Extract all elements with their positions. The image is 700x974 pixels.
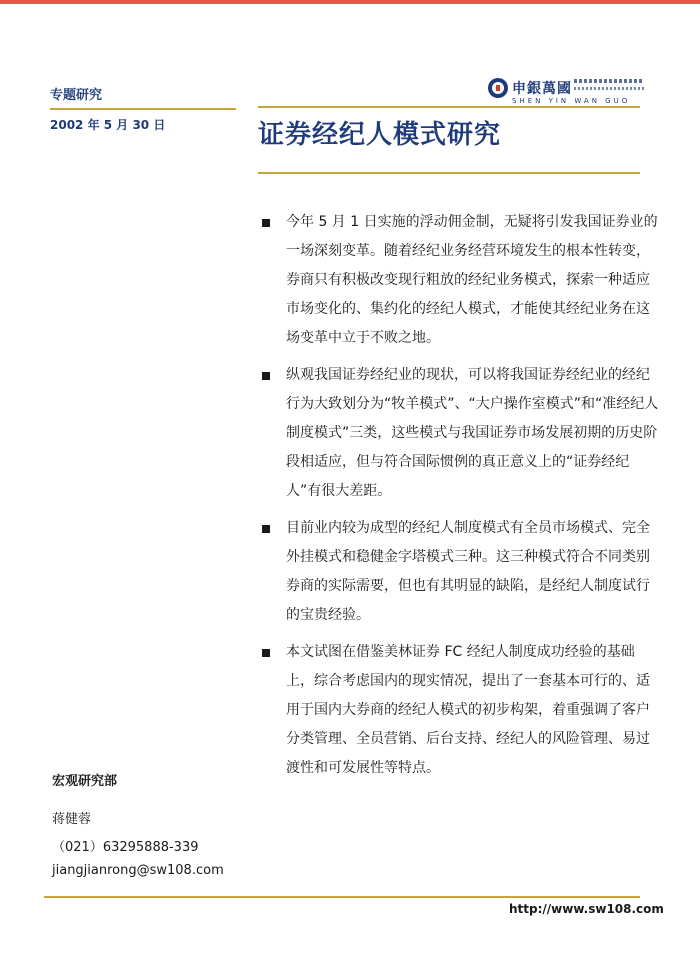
department-name: 宏观研究部 [52, 774, 118, 789]
square-bullet-icon [262, 525, 270, 533]
divider-right-top [258, 106, 640, 108]
report-date: 2002 年 5 月 30 日 [50, 118, 166, 132]
logo-name: 申銀萬國 [512, 81, 572, 97]
square-bullet-icon [262, 219, 270, 227]
summary-list [262, 208, 662, 791]
logo-pinyin: SHEN YIN WAN GUO [512, 97, 631, 105]
author-phone: （021）63295888-339 [52, 840, 199, 855]
logo-emblem-icon [488, 78, 508, 98]
divider-footer [44, 896, 640, 898]
summary-text: 纵观我国证券经纪业的现状，可以将我国证券经纪业的经纪行为大致划分为“牧羊模式”、“大户操作室模式”和“准经纪人制度模式”三类，这些模式与我国证券市场发展初期的历史阶段相适应，但与符合国际惯例的真正意义上的“证券经纪人”有很大差距。 [286, 367, 659, 499]
summary-item [262, 638, 662, 783]
logo-fine-print-english [574, 87, 644, 90]
author-email[interactable]: jiangjianrong@sw108.com [52, 863, 224, 878]
summary-text: 今年 5 月 1 日实施的浮动佣金制，无疑将引发我国证券业的一场深刻变革。随着经纪业务经营环境发生的根本性转变，券商只有积极改变现行粗放的经纪业务模式，探索一种适应市场变化的、集约化的经纪人模式，才能使其经纪业务在这场变革中立于不败之地。 [286, 214, 658, 346]
logo-fine-print [574, 79, 644, 83]
divider-under-title [258, 172, 640, 174]
author-name: 蒋健蓉 [52, 812, 92, 827]
summary-item [262, 514, 662, 630]
website-link[interactable]: http://www.sw108.com [509, 902, 664, 916]
report-title: 证券经纪人模式研究 [258, 120, 502, 150]
divider-left-top [50, 108, 236, 110]
report-category: 专题研究 [50, 88, 103, 103]
summary-item [262, 208, 662, 353]
summary-text: 目前业内较为成型的经纪人制度模式有全员市场模式、完全外挂模式和稳健金字塔模式三种。这三种模式符合不同类别券商的实际需要，但也有其明显的缺陷，是经纪人制度试行的宝贵经验。 [286, 520, 650, 623]
company-logo [488, 77, 643, 107]
square-bullet-icon [262, 649, 270, 657]
top-accent-bar [0, 0, 700, 4]
summary-item [262, 361, 662, 506]
summary-text: 本文试图在借鉴美林证券 FC 经纪人制度成功经验的基础上，综合考虑国内的现实情况，提出了一套基本可行的、适用于国内大券商的经纪人模式的初步构架，着重强调了客户分类管理、全员营销、后台支持、经纪人的风险管理、易过渡性和可发展性等特点。 [286, 644, 650, 776]
square-bullet-icon [262, 372, 270, 380]
